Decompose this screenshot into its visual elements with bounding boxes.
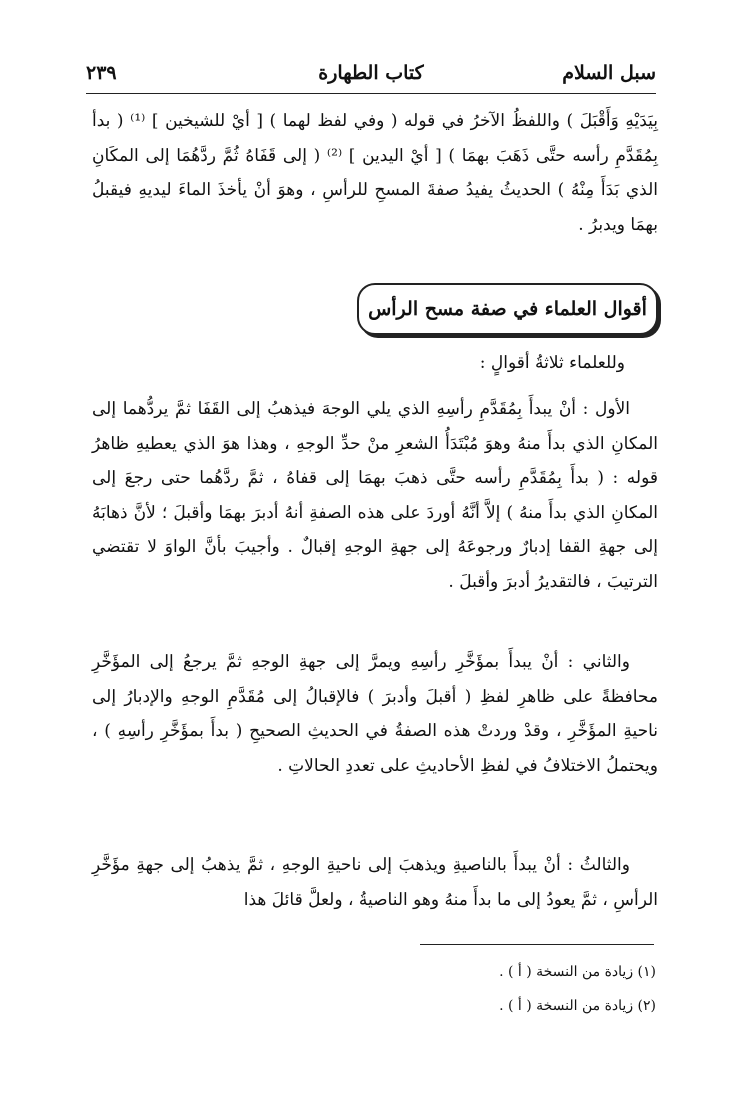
paragraph-1: بِيَدَيْهِ وَأَقْبَلَ ) واللفظُ الآخرُ في قوله ( وفي لفظ لهما ) [ أيْ للشيخين ] ⁽¹⁾ ( بدأ بِمُقَدَّمِ رأسه حتَّى ذَهَبَ بهمَا ) [ أيْ اليدين ] ⁽²⁾ ( إلى قَفَاهُ ثُمَّ ردَّهُمَا إلى المكَانِ الذي بَدَأَ مِنْهُ ) الحديثُ يفيدُ صفةَ المسحِ للرأسِ ، وهوَ أنْ يأخذَ الماءَ ليديهِ فيقبلُ بهمَا ويدبرُ . [92, 111, 658, 235]
paragraph-second-opinion: والثاني : أنْ يبدأَ بمؤَخَّرِ رأسِهِ ويمرَّ إلى جهةِ الوجهِ ثمَّ يرجعُ إلى المؤَخَّرِ محافظةً على ظاهرِ لفظِ ( أقبلَ وأدبرَ ) فالإقبالُ إلى مُقَدَّمِ الوجهِ والإدبارُ إلى ناحيةِ المؤَخَّرِ ، وقدْ وردتْ هذه الصفةُ في الحديثِ الصحيحِ ( بدأَ بمؤَخَّرِ رأسِهِ ) ، ويحتملُ الاختلافُ في لفظِ الأحاديثِ على تعددِ الحالاتِ . [92, 652, 658, 776]
footnote-divider [420, 944, 654, 945]
page-number: ٢٣٩ [86, 62, 117, 84]
paragraph-third-opinion: والثالثُ : أنْ يبدأَ بالناصيةِ ويذهبَ إلى ناحيةِ الوجهِ ، ثمَّ يذهبُ إلى جهةِ مؤَخَّرِ الرأسِ ، ثمَّ يعودُ إلى ما بدأَ منهُ وهو الناصيةُ ، ولعلَّ قائلَ هذا [92, 855, 658, 910]
footnote-1: (١) زيادة من النسخة ( أ ) . [499, 964, 656, 980]
paragraph-first-opinion: الأول : أنْ يبدأَ بِمُقَدَّمِ رأسِهِ الذي يلي الوجهَ فيذهبُ إلى القَفَا ثمَّ يردُّهما إلى المكانِ الذي بدأَ منهُ وهوَ مُبْتَدَأُ الشعرِ منْ حدِّ الوجهِ ، وهذا هوَ الذي يعطيهِ ظاهرُ قوله : ( بدأَ بِمُقَدَّمِ رأسه حتَّى ذهبَ بهمَا إلى قفاهُ ، ثمَّ ردَّهُما حتى رجعَ إلى المكانِ الذي بدأَ منهُ ) إلاَّ أنَّهُ أوردَ على هذه الصفةِ أنهُ أدبرَ بهمَا وأقبلَ ؛ لأنَّ ذهابَهُ إلى جهةِ القفا إدبارٌ ورجوعَهُ إلى جهةِ الوجهِ إقبالٌ . وأجيبَ بأنَّ الواوَ لا تقتضي الترتيبَ ، فالتقديرُ أدبرَ وأقبلَ . [92, 399, 658, 592]
page-header [86, 58, 656, 94]
book-title: سبل السلام [562, 62, 656, 84]
footnote-2: (٢) زيادة من النسخة ( أ ) . [499, 998, 656, 1014]
chapter-title: كتاب الطهارة [318, 62, 424, 84]
section-heading-box [357, 283, 658, 335]
section-heading: أقوال العلماء في صفة مسح الرأس [368, 298, 647, 320]
header-divider [86, 93, 656, 94]
intro-line: وللعلماء ثلاثةُ أقوالٍ : [479, 353, 625, 373]
